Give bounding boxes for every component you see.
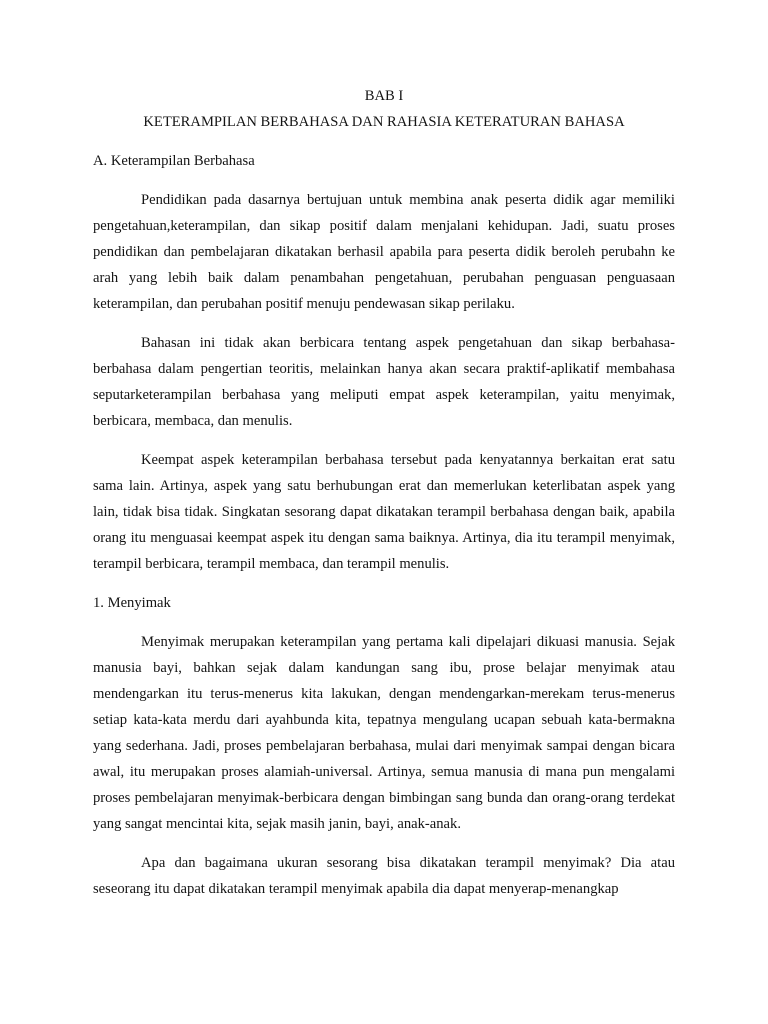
section-heading-keterampilan: A. Keterampilan Berbahasa — [93, 153, 255, 169]
paragraph: Bahasan ini tidak akan berbicara tentang aspek pengetahuan dan sikap berbahasa-berbahasa dalam pengertian teoritis, melainkan hanya akan secara praktif-aplikatif membahasa seputarketerampilan berbahasa yang meliputi empat aspek keterampilan, yaitu menyimak, berbicara, membaca, dan menulis. — [93, 335, 675, 429]
chapter-label: BAB I — [364, 88, 404, 104]
paragraph: Apa dan bagaimana ukuran sesorang bisa dikatakan terampil menyimak? Dia atau seseorang itu dapat dikatakan terampil menyimak apabila dia dapat menyerap-menangkap — [93, 855, 675, 897]
paragraph: Pendidikan pada dasarnya bertujuan untuk membina anak peserta didik agar memiliki pengetahuan,keterampilan, dan sikap positif dalam menjalani kehidupan. Jadi, suatu proses pendidikan dan pembelajaran dikatakan berhasil apabila para peserta didik beroleh perubahn ke arah yang lebih baik dalam penambahan pengetahuan, perubahan penguasan penguasaan keterampilan, dan perubahan positif menuju pendewasan sikap perilaku. — [93, 192, 675, 312]
section-heading-menyimak: 1. Menyimak — [93, 595, 171, 611]
document-page — [93, 83, 675, 902]
paragraph: Menyimak merupakan keterampilan yang pertama kali dipelajari dikuasi manusia. Sejak manusia bayi, bahkan sejak dalam kandungan sang ibu, prose belajar menyimak atau mendengarkan itu terus-menerus kita lakukan, dengan mendengarkan-merekam terus-menerus setiap kata-kata merdu dari ayahbunda kita, tepatnya mengulang ucapan sebuah kata-bermakna yang sederhana. Jadi, proses pembelajaran berbahasa, mulai dari menyimak sampai dengan bicara awal, itu merupakan proses alamiah-universal. Artinya, semua manusia di mana pun mengalami proses pembelajaran menyimak-berbicara dengan bimbingan sang bunda dan orang-orang terdekat yang sangat mencintai kita, sejak masih janin, bayi, anak-anak. — [93, 634, 675, 832]
paragraph: Keempat aspek keterampilan berbahasa tersebut pada kenyatannya berkaitan erat satu sama lain. Artinya, aspek yang satu berhubungan erat dan memerlukan keterlibatan aspek yang lain, tidak bisa tidak. Singkatan sesorang dapat dikatakan terampil berbahasa dengan baik, apabila orang itu menguasai keempat aspek itu dengan sama baiknya. Artinya, dia itu terampil menyimak, terampil berbicara, terampil membaca, dan terampil menulis. — [93, 452, 675, 572]
chapter-title: KETERAMPILAN BERBAHASA DAN RAHASIA KETERATURAN BAHASA — [143, 114, 625, 130]
